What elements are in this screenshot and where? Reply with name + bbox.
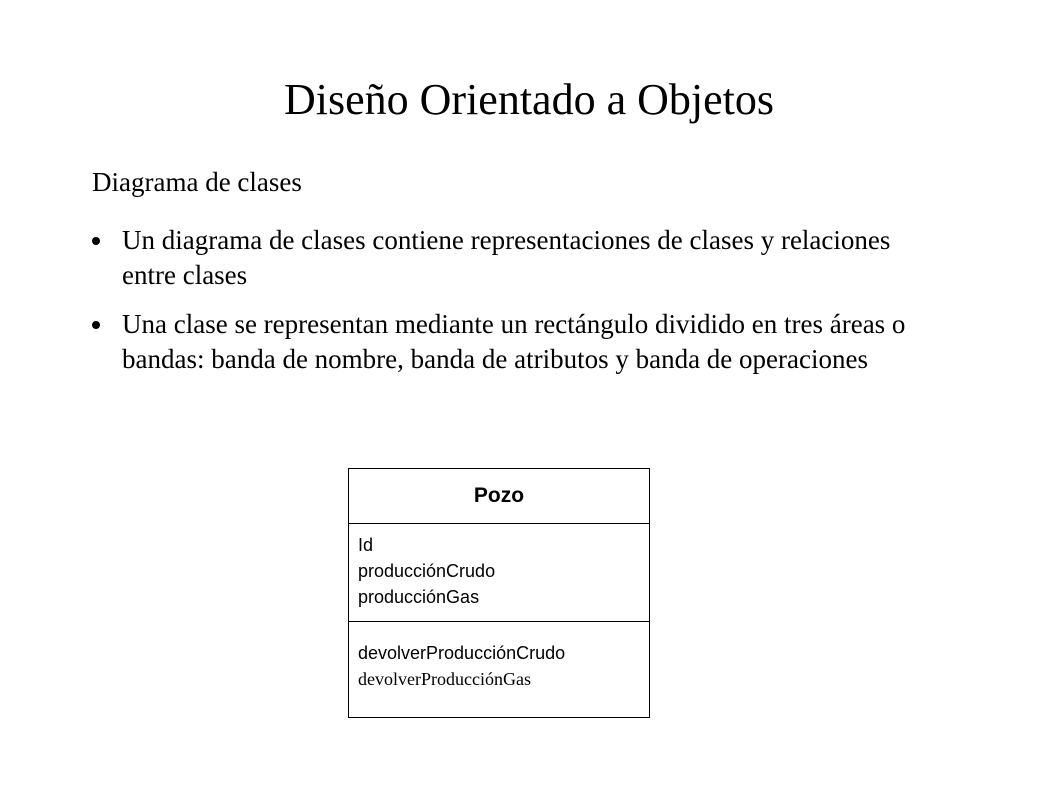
uml-attributes-band [349,524,649,622]
section-subtitle: Diagrama de clases [92,167,302,197]
uml-class-box [348,468,650,718]
uml-name-band [349,469,649,524]
bullet-text: Una clase se representan mediante un rectángulo dividido en tres áreas o bandas: banda de nombre, banda de atributos y banda de operaciones [122,309,906,374]
bullet-dot-icon [92,237,100,245]
uml-operations-band [349,622,649,692]
uml-operation: devolverProducciónGas [358,669,531,689]
slide-title: Diseño Orientado a Objetos [284,75,774,124]
bullet-item [92,307,932,377]
bullet-list [92,223,932,391]
bullet-dot-icon [92,321,100,329]
uml-attribute: producciónGas [358,587,480,607]
bullet-text: Un diagrama de clases contiene representaciones de clases y relaciones entre clases [122,225,891,290]
uml-attribute: producciónCrudo [358,561,496,581]
bullet-item [92,223,932,293]
uml-class-name: Pozo [473,484,525,507]
uml-attribute: Id [358,535,374,555]
uml-operation: devolverProducciónCrudo [358,643,566,663]
